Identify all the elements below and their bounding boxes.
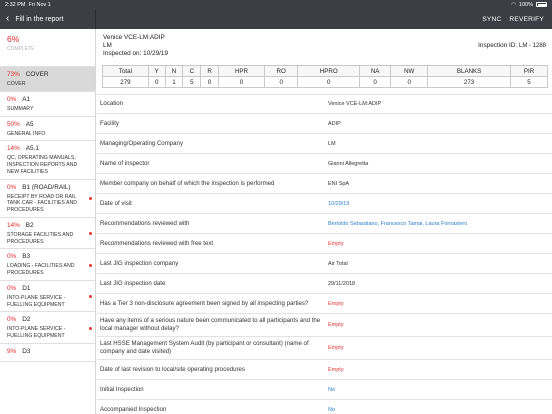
section-percent: 9% [7,347,17,355]
field-question: Initial Inspection [100,385,144,393]
section-percent: 0% [7,183,17,191]
section-item[interactable] [0,180,95,218]
status-indicators [511,2,547,8]
field-row[interactable] [97,94,552,113]
field-answer[interactable]: 10/29/19 [328,200,350,207]
section-code: D1 [22,284,31,292]
section-percent: 0% [7,284,17,292]
field-answer[interactable]: Gianni Allegretta [328,160,369,167]
field-row[interactable] [97,153,552,173]
field-question: Has a Tier 3 non-disclosure agreement been signed by all inspecting parties? [100,299,309,307]
incomplete-indicator [89,264,92,267]
section-item[interactable] [0,92,95,117]
field-row[interactable] [97,133,552,153]
stats-value-cell: 279 [103,77,149,88]
section-percent: 0% [7,316,17,324]
stats-value-cell: 5 [183,77,201,88]
field-row[interactable] [97,399,552,414]
stats-value-row [103,77,548,88]
field-row[interactable] [97,213,552,233]
field-answer[interactable]: No [328,386,336,393]
field-row[interactable] [97,379,552,399]
field-question: Member company on behalf of which the inspection is performed [100,179,275,187]
stats-value-cell: 0 [298,77,360,88]
section-item[interactable] [0,344,95,362]
nav-title: Fill in the report [15,15,64,23]
field-answer[interactable]: Empty [328,345,344,351]
field-question: Last JIG inspection company [100,259,179,267]
section-list [0,67,95,362]
report-header [97,29,552,65]
incomplete-indicator [89,295,92,298]
section-code: D3 [22,347,31,355]
stats-header-cell: HPR [219,66,265,77]
section-title: INTO-PLANE SERVICE - FUELLING EQUIPMENT [7,294,66,308]
section-title: GENERAL INFO [7,130,46,137]
stats-header-cell: NW [391,66,428,77]
stats-header-cell: C [183,66,201,77]
field-list [97,94,552,414]
status-time: 2:32 PM Fri Nov 1 [5,1,51,8]
stats-value-cell: 1 [165,77,183,88]
section-percent: 14% [7,221,20,229]
section-item[interactable] [0,117,95,142]
stats-value-cell: 0 [219,77,265,88]
battery-icon [536,2,547,7]
field-answer[interactable]: LM [328,140,336,147]
section-percent: 0% [7,253,17,261]
section-title: LOADING - FACILITIES AND PROCEDURES [7,263,75,276]
field-row[interactable] [97,253,552,273]
section-item[interactable] [0,67,95,92]
field-question: Name of inspector [100,159,150,167]
field-answer[interactable]: ADIP [328,120,341,127]
field-answer[interactable]: No [328,406,336,413]
stats-header-cell: N [165,66,183,77]
location-line: Venice VCE-LM:ADIP [103,34,165,41]
section-percent: 0% [7,95,17,103]
stats-value-cell: 5 [511,77,548,88]
sync-button[interactable]: SYNC [482,15,502,23]
incomplete-indicator [89,197,92,200]
stats-header-cell: BLANKS [428,66,511,77]
field-row[interactable] [97,173,552,193]
company-code: LM [103,42,112,49]
progress-label: COMPLETE [7,46,35,52]
section-item[interactable] [0,249,95,281]
field-question: Date of visit [100,199,132,207]
field-question: Facility [100,119,119,127]
section-item[interactable] [0,141,95,179]
section-title: SUMMARY [7,105,34,112]
field-answer[interactable]: Venice VCE-LM:ADIP [328,101,382,107]
stats-value-cell: 273 [428,77,511,88]
section-code: A5.1 [25,145,39,153]
battery-percent: 100% [518,1,533,8]
section-code: B3 [22,253,31,261]
field-row[interactable] [97,193,552,213]
stats-value-cell: 0 [391,77,428,88]
section-code: B2 [25,221,34,229]
section-code: COVER [25,71,49,78]
field-question: Date of last revision to local/site operating procedures [100,365,245,373]
section-item[interactable] [0,312,95,344]
field-question: Managing/Operating Company [100,139,183,147]
sections-sidebar [0,29,96,414]
section-percent: 14% [7,145,20,153]
field-question: Last HSSE Management System Audit (by participant or consultant) (name of company and date visited) [100,340,309,355]
progress-percent: 6% [7,34,20,44]
report-main [97,29,552,414]
field-answer[interactable]: Empty [328,322,344,328]
status-bar [0,0,552,9]
stats-header-cell: R [201,66,219,77]
nav-actions [482,9,544,29]
section-code: A5 [25,120,34,128]
section-title: QC, OPERATING MANUALS, INSPECTION REPORTS AND NEW FACILITIES [7,155,78,175]
section-title: RECEIPT BY ROAD OR RAIL TANK CAR - FACILITIES AND PROCEDURES [7,193,77,213]
section-code: A1 [22,95,31,103]
inspected-on: Inspected on: 10/29/19 [103,50,169,57]
field-answer[interactable]: Empty [328,300,344,307]
field-answer[interactable]: Bertoldo Sebastiano, Francesco Tamai, Laura Fornasiero [328,220,468,227]
field-question: Accompanied Inspection [100,405,167,413]
stats-header-cell: Y [148,66,165,77]
stats-header-cell: PIR [511,66,548,77]
field-answer[interactable]: Empty [328,366,344,373]
wifi-icon: ◠ [511,1,516,8]
section-code: B1 (ROAD/RAIL) [22,183,71,191]
field-row[interactable] [97,359,552,379]
field-question: Last JIG inspection date [100,279,166,287]
field-row[interactable] [97,113,552,133]
field-answer[interactable]: Air Total [328,260,348,267]
stats-header-row [103,66,548,77]
stats-table [102,65,548,88]
field-question: Recommendations reviewed with [100,219,190,227]
stats-value-cell: 0 [264,77,298,88]
field-row[interactable] [97,233,552,253]
field-question: Recommendations reviewed with free text [100,239,214,247]
inspection-id: Inspection ID: LM - 1288 [478,42,546,49]
field-row[interactable] [97,336,552,359]
stats-value-cell: 0 [201,77,219,88]
incomplete-indicator [89,232,92,235]
section-percent: 50% [7,120,20,128]
stats-header-cell: Total [103,66,149,77]
section-title: INTO-PLANE SERVICE - FUELLING EQUIPMENT [7,326,66,339]
section-item[interactable] [0,281,95,313]
field-row[interactable] [97,273,552,293]
field-question: Location [100,100,124,108]
section-percent: 73% [7,71,20,78]
field-answer[interactable]: 29/11/2018 [328,280,356,287]
field-answer[interactable]: Empty [328,240,344,247]
stats-value-cell: 0 [148,77,165,88]
stats-header-cell: RO [264,66,298,77]
section-item[interactable] [0,218,95,250]
field-answer[interactable]: ENI SpA [328,180,350,187]
chevron-left-icon: ‹ [6,13,10,24]
nav-bar [0,9,552,29]
progress-summary [0,29,95,67]
stats-header-cell: HPRO [298,66,360,77]
back-button[interactable] [0,9,96,29]
incomplete-indicator [89,327,92,330]
field-row[interactable] [97,293,552,313]
section-code: D2 [22,316,31,324]
reverify-button[interactable]: REVERIFY [509,15,544,23]
section-title: COVER [7,81,26,87]
field-row[interactable] [97,313,552,336]
field-question: Have any items of a serious nature been communicated to all participants and the local manager without delay? [100,317,321,332]
stats-value-cell: 0 [360,77,391,88]
section-title: STORAGE FACILITIES AND PROCEDURES [7,231,74,245]
stats-header-cell: NA [360,66,391,77]
